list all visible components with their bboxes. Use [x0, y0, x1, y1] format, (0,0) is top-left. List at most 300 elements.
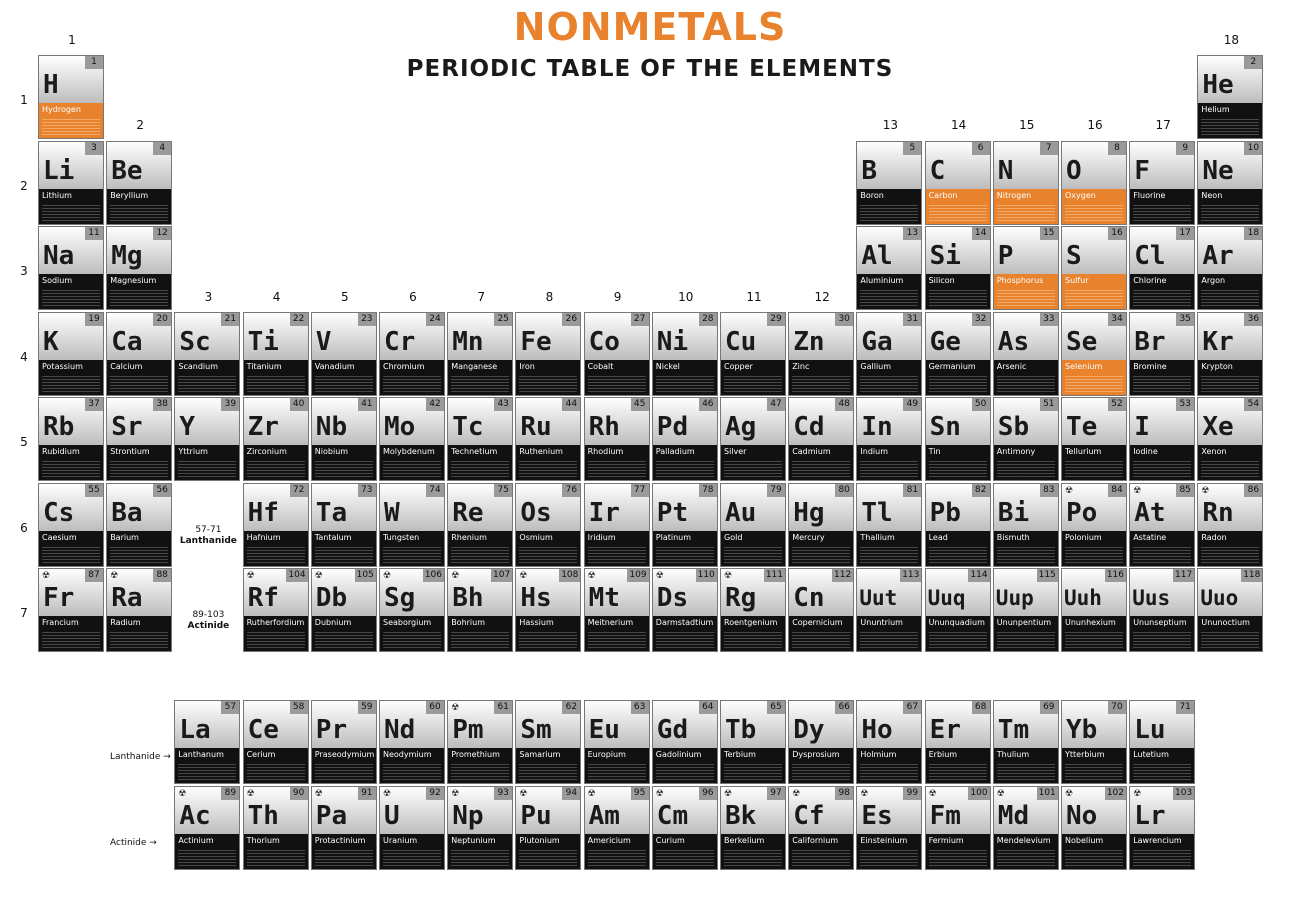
element-symbol: F	[1134, 155, 1150, 186]
atomic-number: 14	[972, 227, 990, 240]
element-name: Francium	[42, 618, 79, 627]
element-symbol: La	[179, 715, 211, 745]
element-iron	[515, 312, 581, 396]
element-details	[178, 762, 236, 782]
element-symbol: Mg	[111, 241, 143, 271]
atomic-number: 54	[1244, 398, 1262, 411]
element-symbol: Sr	[111, 412, 143, 442]
element-details	[451, 762, 509, 782]
element-beryllium	[106, 141, 172, 225]
atomic-number: 13	[903, 227, 921, 240]
atomic-number: 6	[972, 142, 990, 155]
radioactive-icon: ☢	[1133, 485, 1142, 496]
radioactive-icon: ☢	[792, 788, 801, 799]
element-name: Dysprosium	[792, 750, 840, 759]
atomic-number: 98	[835, 787, 853, 800]
atomic-number: 106	[424, 570, 442, 580]
atomic-number: 90	[290, 787, 308, 800]
element-name: Rhodium	[587, 447, 624, 456]
element-symbol: Os	[520, 497, 552, 528]
element-details	[247, 762, 305, 782]
element-ununseptium	[1129, 568, 1195, 652]
element-name: Molybdenum	[383, 447, 435, 456]
element-name: Europium	[587, 750, 626, 759]
element-details	[929, 288, 987, 308]
atomic-number: 97	[767, 787, 785, 800]
element-details	[451, 848, 509, 868]
element-symbol: Hg	[793, 497, 825, 528]
element-details	[860, 848, 918, 868]
element-praseodymium	[311, 700, 377, 784]
element-details	[42, 288, 100, 308]
element-symbol: Fr	[43, 583, 75, 613]
element-name: Copper	[724, 361, 753, 371]
element-ytterbium	[1061, 700, 1127, 784]
radioactive-icon: ☢	[314, 571, 323, 581]
element-name: Polonium	[1065, 532, 1102, 542]
element-symbol: Uuq	[927, 586, 966, 610]
atomic-number: 81	[903, 484, 921, 497]
element-hafnium	[243, 483, 309, 567]
radioactive-icon: ☢	[519, 571, 528, 581]
element-details	[519, 459, 577, 479]
element-symbol: Ni	[656, 326, 689, 357]
element-technetium	[447, 397, 513, 481]
element-name: Neon	[1201, 190, 1223, 200]
element-symbol: Na	[43, 241, 75, 271]
element-details	[1201, 545, 1259, 565]
group-label-11: 11	[746, 290, 762, 304]
element-details	[656, 630, 714, 650]
element-name: Beryllium	[110, 190, 149, 200]
group-label-14: 14	[950, 118, 967, 132]
element-details	[519, 545, 577, 565]
element-details	[724, 545, 782, 565]
radioactive-icon: ☢	[1133, 788, 1142, 799]
element-symbol: S	[1066, 241, 1082, 271]
element-name: Xenon	[1201, 447, 1227, 456]
element-details	[315, 545, 373, 565]
radioactive-icon: ☢	[860, 788, 869, 799]
element-ununquadium	[925, 568, 991, 652]
element-details	[656, 545, 714, 565]
atomic-number: 103	[1175, 787, 1193, 798]
element-symbol: Es	[861, 800, 893, 831]
atomic-number: 29	[767, 313, 785, 326]
atomic-number: 46	[699, 398, 717, 411]
element-details	[1201, 203, 1259, 223]
atomic-number: 93	[494, 787, 512, 800]
element-gallium	[856, 312, 922, 396]
atomic-number: 17	[1176, 227, 1194, 240]
element-symbol: Ds	[656, 583, 689, 613]
element-symbol: Bh	[452, 583, 484, 613]
element-name: Meitnerium	[587, 618, 634, 627]
element-tungsten	[379, 483, 445, 567]
atomic-number: 33	[1040, 313, 1058, 326]
atomic-number: 57	[221, 701, 239, 714]
element-details	[929, 459, 987, 479]
element-neptunium	[447, 786, 513, 870]
element-details	[792, 630, 850, 650]
element-name: Neodymium	[383, 750, 432, 759]
atomic-number: 115	[1038, 570, 1056, 580]
atomic-number: 117	[1175, 570, 1193, 580]
element-details	[178, 374, 236, 394]
element-details	[724, 374, 782, 394]
element-details	[860, 630, 918, 650]
element-name: Ununtrium	[860, 618, 903, 627]
element-symbol: Hs	[520, 583, 552, 613]
element-sodium	[38, 226, 104, 310]
element-hassium	[515, 568, 581, 652]
element-symbol: Xe	[1202, 412, 1234, 442]
atomic-number: 100	[970, 787, 988, 798]
element-name: Tin	[928, 447, 941, 456]
period-label-2: 2	[20, 178, 28, 193]
element-name: Hassium	[519, 618, 554, 627]
atomic-number: 52	[1108, 398, 1126, 411]
element-symbol: Pb	[929, 497, 961, 528]
element-zinc	[788, 312, 854, 396]
element-name: Neptunium	[451, 835, 496, 845]
atomic-number: 118	[1243, 570, 1261, 580]
element-cadmium	[788, 397, 854, 481]
element-details	[1065, 203, 1123, 223]
element-details	[997, 545, 1055, 565]
atomic-number: 101	[1038, 787, 1056, 798]
element-symbol: Si	[929, 241, 961, 271]
element-name: Iodine	[1133, 447, 1158, 456]
element-name: Darmstadtium	[655, 618, 714, 627]
element-polonium	[1061, 483, 1127, 567]
atomic-number: 47	[767, 398, 785, 411]
atomic-number: 1	[85, 56, 103, 69]
element-details	[1201, 459, 1259, 479]
atomic-number: 69	[1040, 701, 1058, 714]
element-details	[1133, 630, 1191, 650]
element-krypton	[1197, 312, 1263, 396]
atomic-number: 96	[699, 787, 717, 800]
element-lanthanum	[174, 700, 240, 784]
element-neodymium	[379, 700, 445, 784]
element-symbol: No	[1066, 800, 1098, 831]
atomic-number: 71	[1176, 701, 1194, 714]
group-label-1: 1	[68, 33, 76, 47]
element-symbol: Pt	[656, 497, 689, 528]
element-tin	[925, 397, 991, 481]
element-name: Roentgenium	[724, 618, 778, 627]
radioactive-icon: ☢	[1065, 485, 1074, 496]
element-symbol: Mn	[452, 326, 484, 357]
element-symbol: Cu	[725, 326, 757, 357]
element-magnesium	[106, 226, 172, 310]
atomic-number: 64	[699, 701, 717, 714]
element-zirconium	[243, 397, 309, 481]
element-fermium	[925, 786, 991, 870]
element-name: Radium	[110, 618, 141, 627]
element-plutonium	[515, 786, 581, 870]
element-details	[656, 848, 714, 868]
atomic-number: 41	[358, 398, 376, 411]
element-hydrogen	[38, 55, 104, 139]
element-details	[588, 848, 646, 868]
element-name: Actinium	[178, 835, 214, 845]
atomic-number: 55	[85, 484, 103, 497]
element-selenium	[1061, 312, 1127, 396]
atomic-number: 109	[629, 570, 647, 580]
element-name: Ununpentium	[996, 618, 1052, 627]
element-details	[1133, 762, 1191, 782]
element-details	[1133, 459, 1191, 479]
element-tantalum	[311, 483, 377, 567]
radioactive-icon: ☢	[246, 571, 255, 581]
element-europium	[584, 700, 650, 784]
element-details	[247, 630, 305, 650]
element-scandium	[174, 312, 240, 396]
atomic-number: 37	[85, 398, 103, 411]
element-terbium	[720, 700, 786, 784]
element-name: Astatine	[1133, 532, 1167, 542]
element-details	[929, 848, 987, 868]
element-details	[1065, 545, 1123, 565]
element-details	[110, 630, 168, 650]
element-argon	[1197, 226, 1263, 310]
element-details	[1201, 630, 1259, 650]
element-niobium	[311, 397, 377, 481]
element-symbol: V	[315, 326, 332, 357]
element-details	[724, 762, 782, 782]
atomic-number: 35	[1176, 313, 1194, 326]
element-name: Lutetium	[1133, 750, 1169, 759]
element-details	[792, 374, 850, 394]
element-palladium	[652, 397, 718, 481]
atomic-number: 63	[631, 701, 649, 714]
atomic-number: 86	[1244, 484, 1262, 497]
element-dubnium	[311, 568, 377, 652]
element-details	[929, 630, 987, 650]
atomic-number: 105	[356, 570, 374, 580]
atomic-number: 82	[972, 484, 990, 497]
element-symbol: Te	[1066, 412, 1098, 442]
element-francium	[38, 568, 104, 652]
atomic-number: 11	[85, 227, 103, 240]
element-details	[451, 630, 509, 650]
atomic-number: 31	[903, 313, 921, 326]
element-uranium	[379, 786, 445, 870]
element-name: Seaborgium	[383, 618, 432, 627]
element-californium	[788, 786, 854, 870]
element-details	[42, 203, 100, 223]
element-symbol: Ce	[247, 715, 279, 745]
element-details	[588, 545, 646, 565]
atomic-number: 59	[358, 701, 376, 714]
element-name: Silver	[724, 447, 747, 456]
element-germanium	[925, 312, 991, 396]
element-details	[656, 374, 714, 394]
element-name: Iridium	[587, 532, 616, 542]
element-nickel	[652, 312, 718, 396]
element-name: Tantalum	[314, 532, 352, 542]
atomic-number: 24	[426, 313, 444, 326]
element-details	[247, 848, 305, 868]
element-name: Titanium	[246, 361, 282, 371]
element-rubidium	[38, 397, 104, 481]
element-details	[519, 630, 577, 650]
atomic-number: 25	[494, 313, 512, 326]
actinide-range: 89-103	[192, 610, 225, 620]
element-symbol: I	[1134, 412, 1150, 442]
element-symbol: Rh	[588, 412, 620, 442]
element-details	[588, 762, 646, 782]
group-label-2: 2	[136, 118, 144, 132]
element-symbol: P	[997, 241, 1014, 271]
element-symbol: Tl	[861, 497, 893, 528]
element-details	[451, 459, 509, 479]
element-curium	[652, 786, 718, 870]
group-label-3: 3	[204, 290, 213, 304]
element-mercury	[788, 483, 854, 567]
element-symbol: Eu	[588, 715, 620, 745]
element-xenon	[1197, 397, 1263, 481]
atomic-number: 56	[153, 484, 171, 497]
element-name: Sulfur	[1065, 276, 1089, 285]
element-details	[860, 203, 918, 223]
element-symbol: Rn	[1202, 497, 1234, 528]
element-symbol: In	[861, 412, 893, 442]
element-phosphorus	[993, 226, 1059, 310]
lanthanide-note	[178, 525, 238, 547]
element-details	[1133, 203, 1191, 223]
element-details	[997, 288, 1055, 308]
element-ununtrium	[856, 568, 922, 652]
element-copper	[720, 312, 786, 396]
element-nitrogen	[993, 141, 1059, 225]
element-rutherfordium	[243, 568, 309, 652]
actinide-note	[178, 610, 238, 632]
element-symbol: Zn	[793, 326, 825, 357]
element-name: Praseodymium	[314, 750, 375, 759]
element-name: Samarium	[519, 750, 561, 759]
element-symbol: Kr	[1202, 326, 1234, 357]
radioactive-icon: ☢	[314, 788, 323, 799]
group-label-17: 17	[1155, 118, 1171, 132]
element-symbol: Tm	[997, 715, 1030, 745]
element-rhenium	[447, 483, 513, 567]
element-name: Fermium	[928, 835, 964, 845]
element-details	[929, 545, 987, 565]
element-symbol: C	[929, 155, 946, 186]
element-symbol: Lr	[1134, 800, 1166, 831]
radioactive-icon: ☢	[655, 571, 664, 581]
atomic-number: 38	[153, 398, 171, 411]
radioactive-icon: ☢	[587, 788, 596, 799]
atomic-number: 19	[85, 313, 103, 326]
element-yttrium	[174, 397, 240, 481]
atomic-number: 87	[85, 569, 103, 582]
atomic-number: 12	[153, 227, 171, 240]
element-details	[383, 848, 441, 868]
element-symbol: U	[384, 800, 400, 831]
atomic-number: 74	[426, 484, 444, 497]
atomic-number: 108	[561, 570, 579, 580]
element-name: Thulium	[996, 750, 1030, 759]
element-titanium	[243, 312, 309, 396]
element-manganese	[447, 312, 513, 396]
element-details	[42, 374, 100, 394]
element-symbol: Tc	[452, 412, 484, 442]
element-name: Argon	[1201, 276, 1226, 285]
atomic-number: 73	[358, 484, 376, 497]
element-name: Ununquadium	[928, 618, 985, 627]
element-details	[315, 374, 373, 394]
element-symbol: Ga	[861, 326, 893, 357]
element-gold	[720, 483, 786, 567]
element-lawrencium	[1129, 786, 1195, 870]
element-chromium	[379, 312, 445, 396]
atomic-number: 21	[221, 313, 239, 326]
element-holmium	[856, 700, 922, 784]
atomic-number: 15	[1040, 227, 1058, 240]
element-details	[519, 374, 577, 394]
element-symbol: Lu	[1134, 715, 1166, 745]
element-symbol: Th	[247, 800, 279, 831]
radioactive-icon: ☢	[928, 788, 937, 799]
atomic-number: 91	[358, 787, 376, 800]
element-symbol: Sb	[997, 412, 1030, 442]
element-name: Lanthanum	[178, 750, 224, 759]
element-name: Fluorine	[1133, 190, 1166, 200]
element-symbol: Nb	[315, 412, 348, 442]
element-symbol: H	[43, 70, 59, 100]
element-name: Rubidium	[42, 447, 80, 456]
atomic-number: 112	[834, 570, 852, 580]
period-label-7: 7	[20, 606, 28, 620]
atomic-number: 27	[631, 313, 649, 326]
element-name: Sodium	[42, 276, 73, 285]
element-name: Ruthenium	[519, 447, 563, 456]
element-name: Einsteinium	[860, 835, 908, 845]
element-name: Bohrium	[451, 618, 486, 627]
atomic-number: 110	[697, 570, 715, 580]
element-details	[724, 630, 782, 650]
atomic-number: 68	[972, 701, 990, 714]
element-details	[792, 848, 850, 868]
element-details	[1065, 288, 1123, 308]
element-symbol: Nd	[384, 715, 416, 745]
element-symbol: Hf	[247, 497, 279, 528]
radioactive-icon: ☢	[451, 703, 460, 713]
element-details	[860, 762, 918, 782]
element-symbol: Db	[315, 583, 348, 613]
element-symbol: Rb	[43, 412, 75, 442]
element-symbol: Rg	[725, 583, 757, 613]
element-details	[451, 374, 509, 394]
element-symbol: At	[1134, 497, 1166, 528]
element-symbol: Pd	[656, 412, 689, 442]
atomic-number: 18	[1244, 227, 1262, 240]
atomic-number: 80	[835, 484, 853, 497]
atomic-number: 84	[1108, 484, 1126, 497]
element-symbol: Y	[179, 412, 196, 442]
element-chlorine	[1129, 226, 1195, 310]
atomic-number: 44	[562, 398, 580, 411]
element-name: Scandium	[178, 361, 219, 371]
element-symbol: Li	[43, 155, 75, 186]
element-name: Krypton	[1201, 361, 1233, 371]
element-dysprosium	[788, 700, 854, 784]
element-name: Carbon	[928, 190, 958, 200]
